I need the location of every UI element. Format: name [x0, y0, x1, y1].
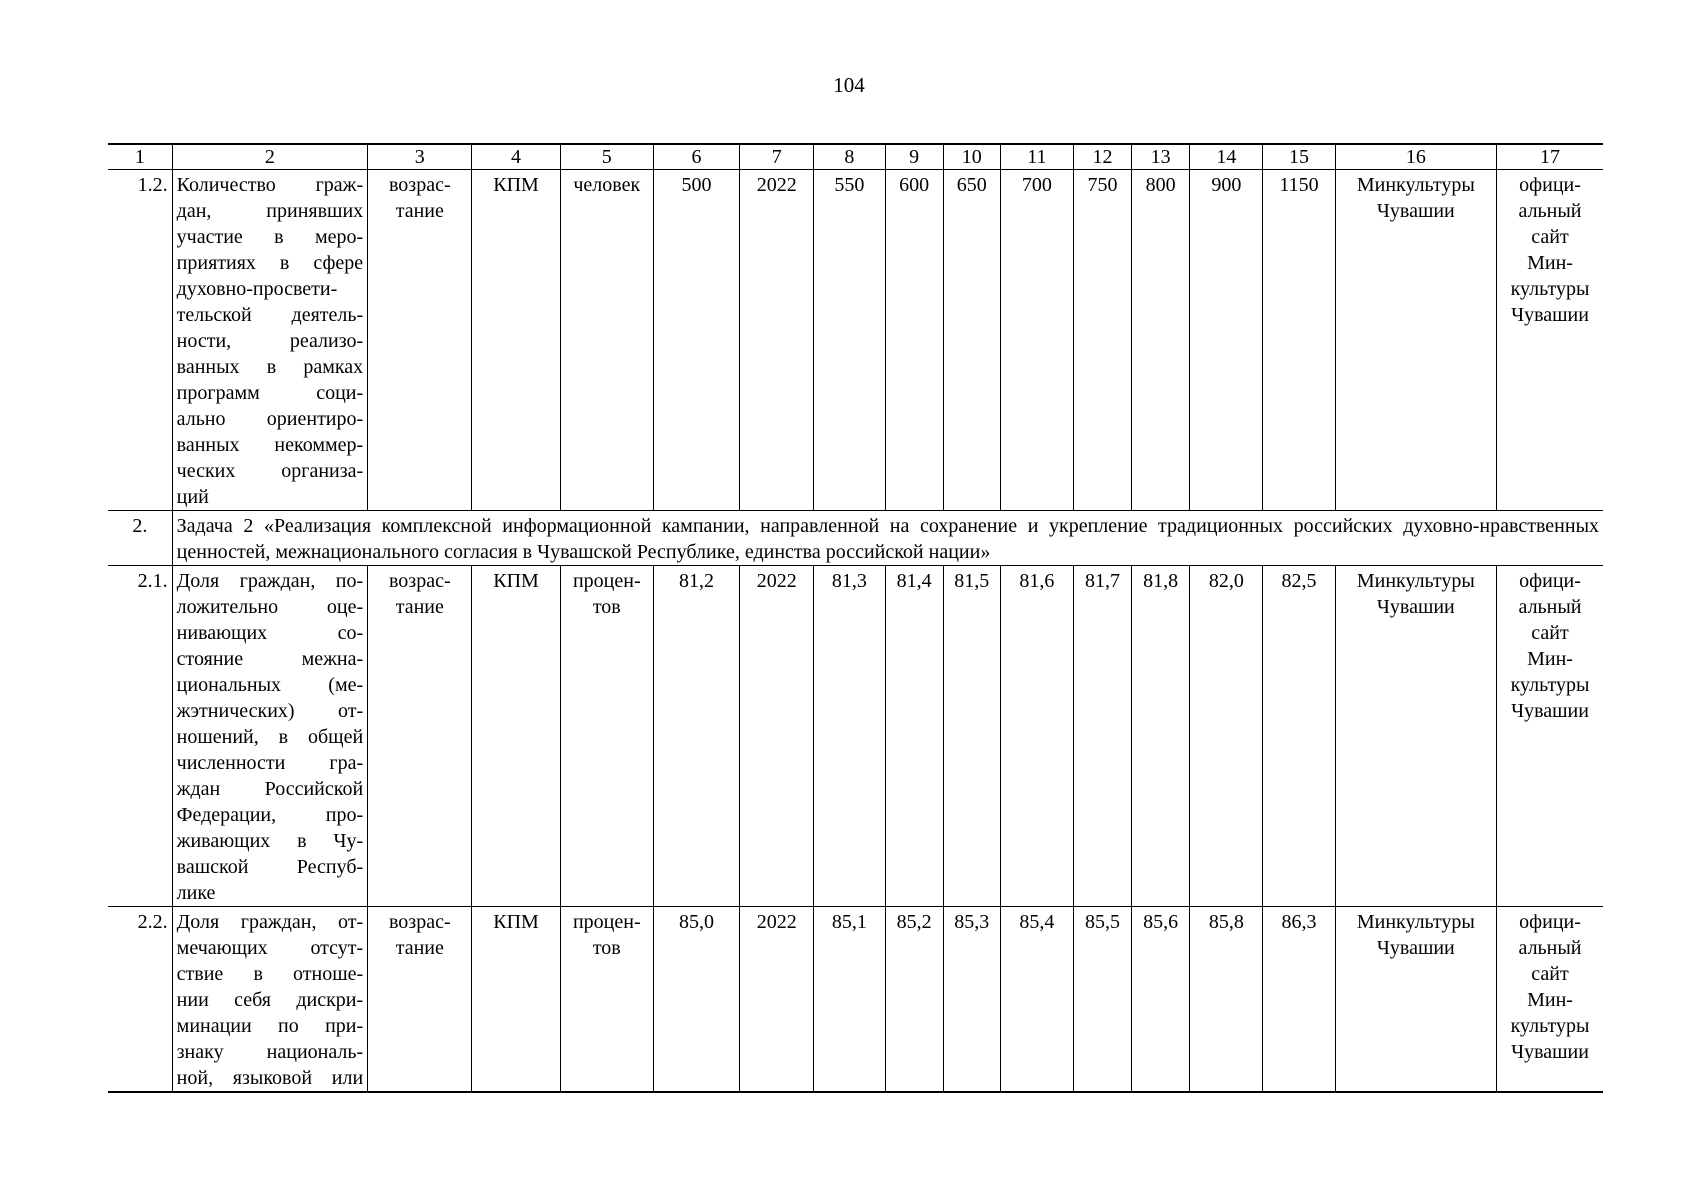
- base-value: 85,0: [653, 907, 739, 1093]
- text-line: сайт: [1531, 226, 1569, 248]
- target-value: 81,4: [885, 566, 943, 907]
- text-line: альный: [1518, 937, 1582, 959]
- column-number-15: 15: [1263, 144, 1335, 170]
- text-line: мечающих отсут-: [176, 937, 364, 959]
- responsible-body: [1335, 907, 1496, 1093]
- text-line: Чувашии: [1376, 937, 1455, 959]
- base-year: 2022: [740, 907, 814, 1093]
- text-line: приятиях в сфере: [176, 252, 364, 274]
- text-line: ций: [176, 486, 209, 508]
- target-value: 85,3: [943, 907, 1000, 1093]
- text-line: Чувашии: [1511, 304, 1589, 326]
- column-number-7: 7: [740, 144, 814, 170]
- responsible-body: [1335, 170, 1496, 511]
- target-value: 1150: [1263, 170, 1335, 511]
- text-line: альный: [1518, 200, 1582, 222]
- indicator-type: КПМ: [472, 907, 560, 1093]
- text-line: лике: [176, 882, 216, 904]
- target-value: 82,0: [1190, 566, 1263, 907]
- text-line: Минкультуры: [1356, 911, 1475, 933]
- text-line: сайт: [1531, 963, 1569, 985]
- text-line: ложительно оце-: [176, 596, 364, 618]
- target-value: 700: [1000, 170, 1073, 511]
- task-row: [108, 511, 1603, 566]
- column-number-6: 6: [653, 144, 739, 170]
- text-line: циональных (ме-: [176, 674, 364, 696]
- column-number-3: 3: [368, 144, 472, 170]
- target-value: 85,8: [1190, 907, 1263, 1093]
- column-number-10: 10: [943, 144, 1000, 170]
- target-value: 85,1: [814, 907, 885, 1093]
- target-value: 82,5: [1263, 566, 1335, 907]
- column-number-12: 12: [1073, 144, 1131, 170]
- text-line: Доля граждан, по-: [176, 570, 364, 592]
- text-line: человек: [573, 174, 641, 196]
- base-year: 2022: [740, 170, 814, 511]
- column-number-11: 11: [1000, 144, 1073, 170]
- text-line: вашской Респуб-: [176, 856, 364, 878]
- target-value: 650: [943, 170, 1000, 511]
- text-line: ности, реализо-: [176, 330, 364, 352]
- responsible-body: [1335, 566, 1496, 907]
- text-line: ной, языковой или: [176, 1067, 364, 1089]
- text-line: минации по при-: [176, 1015, 364, 1037]
- text-line: тельской деятель-: [176, 304, 364, 326]
- trend: [368, 907, 472, 1093]
- trend: [368, 566, 472, 907]
- data-source: [1497, 170, 1603, 511]
- indicator-row: [108, 907, 1603, 1093]
- text-line: офици-: [1519, 174, 1581, 196]
- text-line: дан, принявших: [176, 200, 364, 222]
- text-line: культуры: [1510, 674, 1590, 696]
- text-line: живающих в Чу-: [176, 830, 364, 852]
- header-row: [108, 144, 1603, 170]
- data-source: [1497, 907, 1603, 1093]
- text-line: процен-: [572, 911, 641, 933]
- text-line: Чувашии: [1511, 700, 1589, 722]
- target-value: 86,3: [1263, 907, 1335, 1093]
- column-number-9: 9: [885, 144, 943, 170]
- text-line: возрас-: [388, 570, 451, 592]
- text-line: Минкультуры: [1356, 174, 1475, 196]
- target-value: 550: [814, 170, 885, 511]
- text-line: Федерации, про-: [176, 804, 364, 826]
- base-year: 2022: [740, 566, 814, 907]
- unit: [560, 566, 653, 907]
- text-line: альный: [1518, 596, 1582, 618]
- text-line: нивающих со-: [176, 622, 364, 644]
- text-line: сайт: [1531, 622, 1569, 644]
- text-line: ждан Российской: [176, 778, 364, 800]
- text-line: Чувашии: [1376, 200, 1455, 222]
- indicator-row: [108, 566, 1603, 907]
- text-line: тов: [592, 596, 621, 618]
- text-line: тание: [395, 200, 444, 222]
- text-line: численности гра-: [176, 752, 364, 774]
- column-number-13: 13: [1132, 144, 1190, 170]
- column-number-1: 1: [108, 144, 172, 170]
- target-value: 85,2: [885, 907, 943, 1093]
- row-number: 1.2.: [108, 170, 172, 511]
- indicators-table: [108, 143, 1603, 1093]
- indicator-name: [172, 566, 368, 907]
- text-line: программ соци-: [176, 382, 364, 404]
- target-value: 900: [1190, 170, 1263, 511]
- row-number: 2.: [108, 511, 172, 566]
- text-line: Количество граж-: [176, 174, 364, 196]
- text-line: духовно-просвети-: [176, 278, 338, 300]
- target-value: 81,5: [943, 566, 1000, 907]
- row-number: 2.2.: [108, 907, 172, 1093]
- text-line: культуры: [1510, 1015, 1590, 1037]
- column-number-4: 4: [472, 144, 560, 170]
- trend: [368, 170, 472, 511]
- text-line: ствие в отноше-: [176, 963, 364, 985]
- base-value: 81,2: [653, 566, 739, 907]
- text-line: процен-: [572, 570, 641, 592]
- text-line: Мин-: [1527, 252, 1573, 274]
- target-value: 800: [1132, 170, 1190, 511]
- text-line: Доля граждан, от-: [176, 911, 364, 933]
- text-line: Чувашии: [1511, 1041, 1589, 1063]
- text-line: ально ориентиро-: [176, 408, 364, 430]
- column-number-5: 5: [560, 144, 653, 170]
- target-value: 600: [885, 170, 943, 511]
- target-value: 81,8: [1132, 566, 1190, 907]
- text-line: возрас-: [388, 911, 451, 933]
- target-value: 750: [1073, 170, 1131, 511]
- text-line: тание: [395, 937, 444, 959]
- text-line: ношений, в общей: [176, 726, 364, 748]
- indicator-name: [172, 907, 368, 1093]
- unit: [560, 170, 653, 511]
- target-value: 81,7: [1073, 566, 1131, 907]
- text-line: участие в меро-: [176, 226, 364, 248]
- indicator-type: КПМ: [472, 566, 560, 907]
- column-number-16: 16: [1335, 144, 1496, 170]
- text-line: офици-: [1519, 570, 1581, 592]
- column-number-17: 17: [1497, 144, 1603, 170]
- task-title: Задача 2 «Реализация комплексной информационной кампании, направленной на сохранение и укрепление традиционных российских духовно-нравственных ценностей, межнационального согласия в Чувашской Республике, единства российской нации»: [172, 511, 1603, 566]
- text-line: знаку националь-: [176, 1041, 364, 1063]
- text-line: тание: [395, 596, 444, 618]
- text-line: Минкультуры: [1356, 570, 1475, 592]
- text-line: возрас-: [388, 174, 451, 196]
- text-line: ческих организа-: [176, 460, 364, 482]
- indicator-type: КПМ: [472, 170, 560, 511]
- target-value: 85,4: [1000, 907, 1073, 1093]
- text-line: нии себя дискри-: [176, 989, 364, 1011]
- column-number-14: 14: [1190, 144, 1263, 170]
- row-number: 2.1.: [108, 566, 172, 907]
- column-number-2: 2: [172, 144, 368, 170]
- text-line: Чувашии: [1376, 596, 1455, 618]
- target-value: 85,5: [1073, 907, 1131, 1093]
- base-value: 500: [653, 170, 739, 511]
- text-line: культуры: [1510, 278, 1590, 300]
- text-line: жэтнических) от-: [176, 700, 364, 722]
- page-number: 104: [833, 73, 865, 97]
- text-line: стояние межна-: [176, 648, 364, 670]
- indicator-row: [108, 170, 1603, 511]
- target-value: 81,3: [814, 566, 885, 907]
- column-number-8: 8: [814, 144, 885, 170]
- unit: [560, 907, 653, 1093]
- indicator-name: [172, 170, 368, 511]
- text-line: тов: [592, 937, 621, 959]
- text-line: офици-: [1519, 911, 1581, 933]
- data-source: [1497, 566, 1603, 907]
- text-line: ванных в рамках: [176, 356, 364, 378]
- text-line: Мин-: [1527, 648, 1573, 670]
- target-value: 85,6: [1132, 907, 1190, 1093]
- text-line: ванных некоммер-: [176, 434, 364, 456]
- target-value: 81,6: [1000, 566, 1073, 907]
- text-line: Мин-: [1527, 989, 1573, 1011]
